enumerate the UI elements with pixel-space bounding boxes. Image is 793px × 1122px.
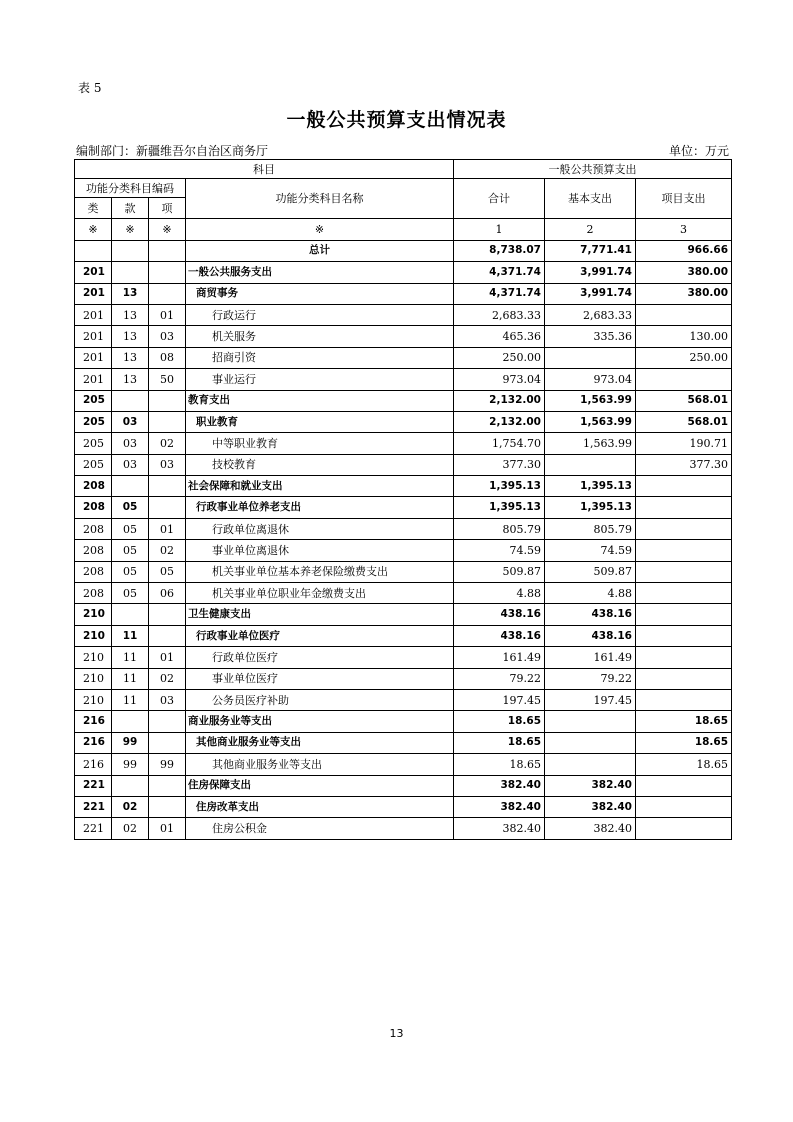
xiang-cell: 50	[149, 369, 186, 390]
project-cell	[636, 561, 732, 582]
xiang-cell	[149, 732, 186, 753]
project-cell	[636, 476, 732, 497]
project-cell: 380.00	[636, 283, 732, 304]
lei-cell: 205	[75, 390, 112, 411]
total-cell: 438.16	[454, 604, 545, 625]
project-cell	[636, 625, 732, 646]
lei-cell: 210	[75, 647, 112, 668]
lei-cell: 216	[75, 711, 112, 732]
table-row	[75, 240, 732, 261]
table-row	[75, 604, 732, 625]
basic-cell: 1,563.99	[545, 433, 636, 454]
project-cell: 18.65	[636, 754, 732, 775]
xiang-cell: 01	[149, 304, 186, 325]
lei-cell: 201	[75, 262, 112, 283]
page-number: 13	[389, 1027, 404, 1040]
project-cell: 966.66	[636, 240, 732, 261]
basic-cell: 1,395.13	[545, 497, 636, 518]
project-cell: 130.00	[636, 326, 732, 347]
kuan-cell: 11	[112, 689, 149, 710]
basic-cell: 161.49	[545, 647, 636, 668]
lei-cell: 201	[75, 369, 112, 390]
xiang-cell: 03	[149, 326, 186, 347]
basic-cell: 1,395.13	[545, 476, 636, 497]
name-header: 功能分类科目名称	[186, 179, 454, 219]
subject-name-cell: 事业单位医疗	[186, 668, 454, 689]
project-cell: 568.01	[636, 411, 732, 432]
kuan-cell: 02	[112, 818, 149, 839]
table-row	[75, 497, 732, 518]
total-cell: 79.22	[454, 668, 545, 689]
subject-name-cell: 中等职业教育	[186, 433, 454, 454]
total-cell: 465.36	[454, 326, 545, 347]
table-header	[75, 160, 732, 241]
lei-cell: 208	[75, 583, 112, 604]
lei-header: 类	[75, 198, 112, 219]
total-cell: 1,395.13	[454, 497, 545, 518]
table-row	[75, 390, 732, 411]
lei-cell: 210	[75, 625, 112, 646]
budget-table	[74, 159, 732, 840]
subject-name-cell: 社会保障和就业支出	[186, 476, 454, 497]
xiang-cell	[149, 711, 186, 732]
basic-cell: 3,991.74	[545, 262, 636, 283]
xiang-cell	[149, 604, 186, 625]
lei-cell: 205	[75, 454, 112, 475]
project-cell: 568.01	[636, 390, 732, 411]
project-cell	[636, 540, 732, 561]
subject-name-cell: 行政事业单位养老支出	[186, 497, 454, 518]
xiang-cell	[149, 262, 186, 283]
subject-name-cell: 其他商业服务业等支出	[186, 754, 454, 775]
table-row	[75, 583, 732, 604]
kuan-cell: 03	[112, 454, 149, 475]
column-number-2: 2	[545, 219, 636, 240]
kuan-cell: 05	[112, 561, 149, 582]
total-cell: 18.65	[454, 711, 545, 732]
table-row	[75, 689, 732, 710]
kuan-cell: 05	[112, 540, 149, 561]
kuan-cell: 99	[112, 754, 149, 775]
lei-cell: 210	[75, 689, 112, 710]
kuan-cell: 02	[112, 796, 149, 817]
table-row	[75, 668, 732, 689]
project-cell	[636, 775, 732, 796]
subject-name-cell: 行政运行	[186, 304, 454, 325]
project-cell	[636, 583, 732, 604]
subject-name-cell: 总计	[186, 240, 454, 261]
project-cell: 377.30	[636, 454, 732, 475]
total-cell: 438.16	[454, 625, 545, 646]
project-cell	[636, 668, 732, 689]
total-cell: 973.04	[454, 369, 545, 390]
kuan-cell: 03	[112, 433, 149, 454]
table-row	[75, 283, 732, 304]
budget-header: 一般公共预算支出	[454, 160, 732, 179]
table-row	[75, 411, 732, 432]
department-label: 编制部门：新疆维吾尔自治区商务厅	[76, 144, 269, 158]
kuan-header: 款	[112, 198, 149, 219]
kuan-cell	[112, 262, 149, 283]
table-row	[75, 540, 732, 561]
basic-cell: 3,991.74	[545, 283, 636, 304]
lei-cell: 208	[75, 561, 112, 582]
xiang-cell	[149, 625, 186, 646]
xiang-cell	[149, 390, 186, 411]
total-cell: 8,738.07	[454, 240, 545, 261]
xiang-cell	[149, 775, 186, 796]
subject-name-cell: 行政事业单位医疗	[186, 625, 454, 646]
subject-name-cell: 机关事业单位基本养老保险缴费支出	[186, 561, 454, 582]
code-group-header: 功能分类科目编码	[75, 179, 186, 198]
basic-header: 基本支出	[545, 179, 636, 219]
column-number-3: 3	[636, 219, 732, 240]
subject-name-cell: 教育支出	[186, 390, 454, 411]
total-cell: 509.87	[454, 561, 545, 582]
kuan-cell: 05	[112, 583, 149, 604]
kuan-cell	[112, 711, 149, 732]
table-row	[75, 625, 732, 646]
subject-name-cell: 事业单位离退休	[186, 540, 454, 561]
total-cell: 382.40	[454, 796, 545, 817]
kuan-cell: 13	[112, 347, 149, 368]
total-cell: 1,754.70	[454, 433, 545, 454]
project-cell	[636, 796, 732, 817]
total-cell: 2,132.00	[454, 390, 545, 411]
kuan-cell: 05	[112, 497, 149, 518]
basic-cell	[545, 711, 636, 732]
project-cell	[636, 647, 732, 668]
xiang-cell	[149, 796, 186, 817]
xiang-cell: 03	[149, 454, 186, 475]
table-row	[75, 369, 732, 390]
total-cell: 377.30	[454, 454, 545, 475]
project-cell	[636, 818, 732, 839]
subject-name-cell: 行政单位医疗	[186, 647, 454, 668]
table-number-label: 表 5	[78, 81, 102, 95]
subject-name-cell: 机关事业单位职业年金缴费支出	[186, 583, 454, 604]
xiang-cell: 02	[149, 433, 186, 454]
mark-cell: ※	[149, 219, 186, 240]
lei-cell: 208	[75, 497, 112, 518]
project-cell: 18.65	[636, 732, 732, 753]
kuan-cell: 11	[112, 625, 149, 646]
basic-cell: 509.87	[545, 561, 636, 582]
project-cell	[636, 304, 732, 325]
xiang-cell: 02	[149, 540, 186, 561]
lei-cell: 221	[75, 796, 112, 817]
project-cell	[636, 604, 732, 625]
total-cell: 74.59	[454, 540, 545, 561]
kuan-cell: 05	[112, 518, 149, 539]
subject-name-cell: 住房保障支出	[186, 775, 454, 796]
xiang-cell	[149, 476, 186, 497]
basic-cell: 197.45	[545, 689, 636, 710]
table-row	[75, 518, 732, 539]
xiang-cell	[149, 283, 186, 304]
kuan-cell: 13	[112, 304, 149, 325]
table-row	[75, 304, 732, 325]
table-row	[75, 754, 732, 775]
subject-name-cell: 事业运行	[186, 369, 454, 390]
kuan-cell: 13	[112, 283, 149, 304]
lei-cell: 201	[75, 283, 112, 304]
xiang-cell	[149, 411, 186, 432]
basic-cell	[545, 754, 636, 775]
subject-name-cell: 技校教育	[186, 454, 454, 475]
kuan-cell: 11	[112, 668, 149, 689]
total-cell: 2,683.33	[454, 304, 545, 325]
basic-cell: 973.04	[545, 369, 636, 390]
xiang-cell: 01	[149, 818, 186, 839]
project-cell: 380.00	[636, 262, 732, 283]
xiang-cell: 02	[149, 668, 186, 689]
basic-cell: 805.79	[545, 518, 636, 539]
basic-cell: 79.22	[545, 668, 636, 689]
kuan-cell: 99	[112, 732, 149, 753]
project-cell: 190.71	[636, 433, 732, 454]
xiang-cell	[149, 240, 186, 261]
basic-cell: 335.36	[545, 326, 636, 347]
kuan-cell	[112, 604, 149, 625]
xiang-cell: 08	[149, 347, 186, 368]
project-header: 项目支出	[636, 179, 732, 219]
mark-cell: ※	[112, 219, 149, 240]
lei-cell: 205	[75, 433, 112, 454]
lei-cell	[75, 240, 112, 261]
total-cell: 2,132.00	[454, 411, 545, 432]
xiang-cell: 03	[149, 689, 186, 710]
table-row	[75, 775, 732, 796]
basic-cell	[545, 454, 636, 475]
table-row	[75, 647, 732, 668]
basic-cell: 1,563.99	[545, 411, 636, 432]
table-body	[75, 240, 732, 839]
lei-cell: 208	[75, 540, 112, 561]
xiang-cell: 01	[149, 647, 186, 668]
subject-name-cell: 招商引资	[186, 347, 454, 368]
unit-label: 单位：万元	[668, 144, 729, 158]
lei-cell: 201	[75, 304, 112, 325]
mark-cell: ※	[75, 219, 112, 240]
table-row	[75, 347, 732, 368]
subject-name-cell: 商贸事务	[186, 283, 454, 304]
table-row	[75, 262, 732, 283]
xiang-cell: 06	[149, 583, 186, 604]
lei-cell: 201	[75, 347, 112, 368]
subject-name-cell: 职业教育	[186, 411, 454, 432]
total-cell: 18.65	[454, 754, 545, 775]
basic-cell: 382.40	[545, 775, 636, 796]
lei-cell: 216	[75, 732, 112, 753]
basic-cell: 382.40	[545, 796, 636, 817]
lei-cell: 221	[75, 818, 112, 839]
table-row	[75, 454, 732, 475]
xiang-cell	[149, 497, 186, 518]
xiang-cell: 05	[149, 561, 186, 582]
basic-cell	[545, 347, 636, 368]
total-cell: 4,371.74	[454, 283, 545, 304]
kuan-cell: 03	[112, 411, 149, 432]
total-cell: 805.79	[454, 518, 545, 539]
lei-cell: 210	[75, 668, 112, 689]
table-row	[75, 732, 732, 753]
total-cell: 161.49	[454, 647, 545, 668]
table-row	[75, 433, 732, 454]
table-row	[75, 711, 732, 732]
kuan-cell	[112, 390, 149, 411]
lei-cell: 210	[75, 604, 112, 625]
project-cell: 250.00	[636, 347, 732, 368]
kuan-cell	[112, 240, 149, 261]
project-cell	[636, 497, 732, 518]
basic-cell: 382.40	[545, 818, 636, 839]
total-cell: 197.45	[454, 689, 545, 710]
xiang-header: 项	[149, 198, 186, 219]
lei-cell: 205	[75, 411, 112, 432]
basic-cell	[545, 732, 636, 753]
total-cell: 18.65	[454, 732, 545, 753]
subject-name-cell: 商业服务业等支出	[186, 711, 454, 732]
total-cell: 1,395.13	[454, 476, 545, 497]
basic-cell: 4.88	[545, 583, 636, 604]
lei-cell: 208	[75, 476, 112, 497]
table-row	[75, 476, 732, 497]
total-cell: 382.40	[454, 818, 545, 839]
table-row	[75, 796, 732, 817]
mark-cell: ※	[186, 219, 454, 240]
total-cell: 4,371.74	[454, 262, 545, 283]
lei-cell: 221	[75, 775, 112, 796]
total-cell: 4.88	[454, 583, 545, 604]
lei-cell: 216	[75, 754, 112, 775]
subject-name-cell: 一般公共服务支出	[186, 262, 454, 283]
subject-name-cell: 行政单位离退休	[186, 518, 454, 539]
basic-cell: 2,683.33	[545, 304, 636, 325]
column-number-1: 1	[454, 219, 545, 240]
basic-cell: 1,563.99	[545, 390, 636, 411]
total-cell: 382.40	[454, 775, 545, 796]
subject-header: 科目	[75, 160, 454, 179]
project-cell	[636, 369, 732, 390]
xiang-cell: 99	[149, 754, 186, 775]
kuan-cell	[112, 775, 149, 796]
xiang-cell: 01	[149, 518, 186, 539]
subject-name-cell: 其他商业服务业等支出	[186, 732, 454, 753]
project-cell	[636, 518, 732, 539]
subject-name-cell: 住房改革支出	[186, 796, 454, 817]
basic-cell: 7,771.41	[545, 240, 636, 261]
project-cell	[636, 689, 732, 710]
subject-name-cell: 公务员医疗补助	[186, 689, 454, 710]
kuan-cell: 13	[112, 326, 149, 347]
kuan-cell	[112, 476, 149, 497]
basic-cell: 438.16	[545, 604, 636, 625]
table-row	[75, 561, 732, 582]
project-cell: 18.65	[636, 711, 732, 732]
subject-name-cell: 卫生健康支出	[186, 604, 454, 625]
basic-cell: 74.59	[545, 540, 636, 561]
lei-cell: 201	[75, 326, 112, 347]
subject-name-cell: 机关服务	[186, 326, 454, 347]
lei-cell: 208	[75, 518, 112, 539]
total-cell: 250.00	[454, 347, 545, 368]
table-row	[75, 326, 732, 347]
total-header: 合计	[454, 179, 545, 219]
subject-name-cell: 住房公积金	[186, 818, 454, 839]
kuan-cell: 13	[112, 369, 149, 390]
table-row	[75, 818, 732, 839]
basic-cell: 438.16	[545, 625, 636, 646]
kuan-cell: 11	[112, 647, 149, 668]
page-title: 一般公共预算支出情况表	[286, 109, 507, 131]
